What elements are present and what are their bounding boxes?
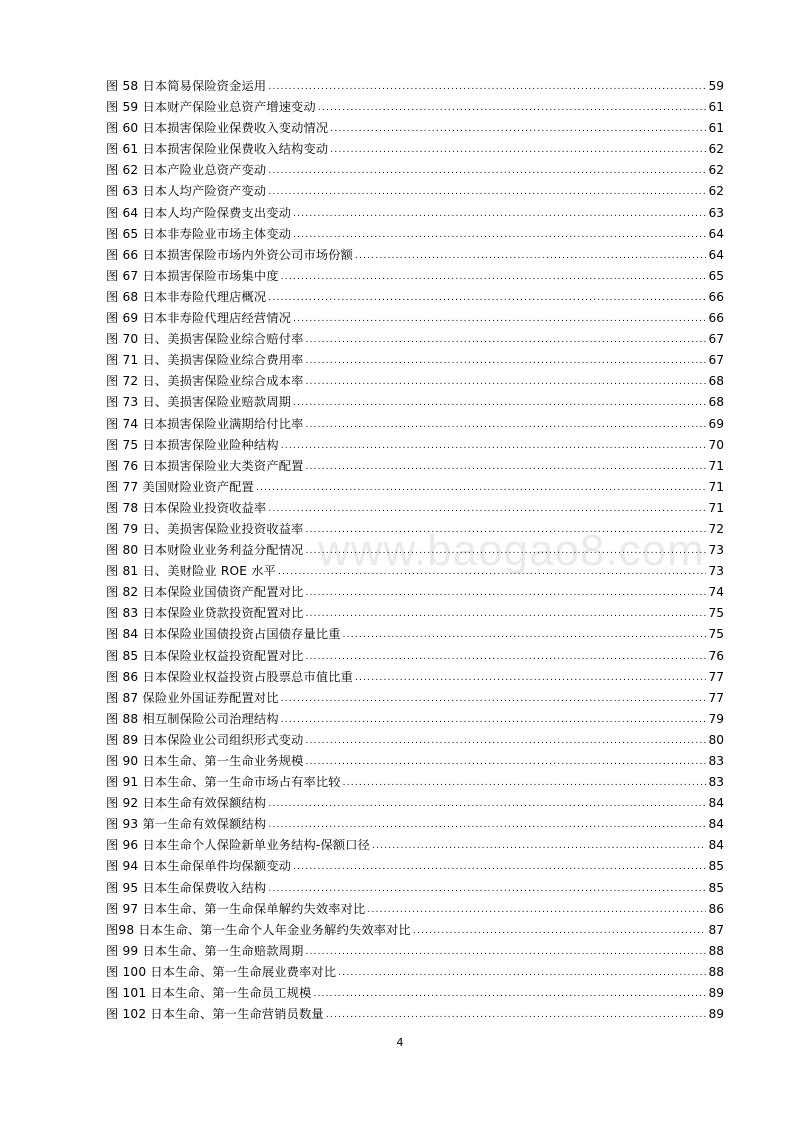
toc-entry[interactable] — [106, 899, 724, 920]
watermark: www.baogao8.com — [318, 526, 705, 575]
toc-entry-page-number: 61 — [708, 100, 724, 115]
toc-entry[interactable] — [106, 266, 724, 287]
toc-entry[interactable] — [106, 118, 724, 139]
toc-entry-page-number: 84 — [708, 796, 724, 811]
toc-entry-page-number: 63 — [708, 205, 724, 220]
toc-entry-title: 图 69 日本非寿险代理店经营情况 — [106, 311, 292, 326]
toc-entry-title: 图 65 日本非寿险业市场主体变动 — [106, 226, 292, 241]
toc-dot-leader — [305, 330, 706, 351]
toc-entry-title: 图 59 日本财产保险业总资产增速变动 — [106, 100, 316, 115]
toc-entry-title: 图 95 日本生命保费收入结构 — [106, 880, 267, 895]
toc-entry[interactable] — [106, 751, 724, 772]
toc-entry-page-number: 85 — [708, 859, 724, 874]
toc-entry-title: 图 67 日本损害保险市场集中度 — [106, 268, 279, 283]
toc-entry-page-number: 80 — [708, 732, 724, 747]
toc-entry-title: 图 73 日、美损害保险业赔款周期 — [106, 395, 292, 410]
toc-entry-title: 图 77 美国财险业资产配置 — [106, 479, 254, 494]
toc-dot-leader — [330, 119, 706, 140]
toc-dot-leader — [313, 984, 706, 1005]
toc-dot-leader — [343, 773, 706, 794]
toc-dot-leader — [305, 583, 706, 604]
toc-entry-title: 图 81 日、美财险业 ROE 水平 — [106, 564, 277, 579]
toc-entry-title: 图 70 日、美损害保险业综合赔付率 — [106, 332, 304, 347]
toc-entry-title: 图 86 日本保险业权益投资占股票总市值比重 — [106, 669, 354, 684]
toc-entry-page-number: 84 — [708, 817, 724, 832]
toc-dot-leader — [268, 499, 706, 520]
toc-dot-leader — [268, 77, 706, 98]
toc-dot-leader — [256, 478, 706, 499]
toc-entry-page-number: 79 — [708, 711, 724, 726]
toc-entry-page-number: 64 — [708, 226, 724, 241]
toc-entry-title: 图 90 日本生命、第一生命业务规模 — [106, 754, 304, 768]
toc-dot-leader — [318, 98, 706, 119]
toc-entry-title: 图 91 日本生命、第一生命市场占有率比较 — [106, 775, 341, 790]
toc-entry-page-number: 71 — [708, 479, 724, 494]
toc-dot-leader — [293, 309, 706, 330]
toc-entry[interactable] — [106, 203, 724, 224]
toc-dot-leader — [330, 140, 706, 161]
toc-entry-page-number: 85 — [708, 880, 724, 895]
toc-entry-title: 图 80 日本财险业业务利益分配情况 — [106, 543, 304, 558]
toc-dot-leader — [305, 541, 706, 562]
toc-dot-leader — [281, 689, 706, 710]
toc-entry[interactable] — [106, 856, 724, 877]
toc-entry-title: 图 74 日本损害保险业满期给付比率 — [106, 416, 304, 431]
toc-dot-leader — [281, 267, 706, 288]
toc-entry-page-number: 59 — [708, 79, 724, 93]
toc-entry[interactable] — [106, 181, 724, 202]
toc-dot-leader — [293, 393, 706, 414]
toc-entry[interactable] — [106, 308, 724, 329]
toc-entry-page-number: 86 — [708, 901, 724, 916]
toc-entry-page-number: 77 — [708, 669, 724, 684]
toc-dot-leader — [372, 836, 706, 857]
toc-entry-title: 图 100 日本生命、第一生命展业费率对比 — [106, 964, 337, 979]
toc-entry-page-number: 71 — [708, 500, 724, 515]
toc-entry[interactable] — [106, 477, 724, 498]
toc-entry[interactable] — [106, 962, 724, 983]
toc-entry-page-number: 74 — [708, 585, 724, 600]
toc-dot-leader — [281, 436, 706, 457]
toc-entry-page-number: 72 — [708, 521, 724, 536]
toc-dot-leader — [305, 372, 706, 393]
toc-entry-title: 图 101 日本生命、第一生命员工规模 — [106, 986, 312, 1001]
toc-entry[interactable] — [106, 772, 724, 793]
toc-dot-leader — [413, 921, 706, 942]
toc-entry-title: 图 87 保险业外国证券配置对比 — [106, 690, 279, 705]
toc-entry-title: 图 68 日本非寿险代理店概况 — [106, 289, 267, 304]
toc-entry[interactable] — [106, 350, 724, 371]
toc-entry[interactable] — [106, 139, 724, 160]
toc-entry[interactable] — [106, 561, 724, 582]
toc-entry-page-number: 68 — [708, 374, 724, 389]
toc-dot-leader — [293, 225, 706, 246]
toc-entry[interactable] — [106, 814, 724, 835]
toc-entry[interactable] — [106, 97, 724, 118]
toc-entry-page-number: 67 — [708, 332, 724, 347]
toc-entry-page-number: 75 — [708, 627, 724, 642]
toc-entry-page-number: 75 — [708, 606, 724, 621]
toc-entry-title: 图 82 日本保险业国债资产配置对比 — [106, 585, 304, 600]
toc-dot-leader — [338, 963, 706, 984]
toc-dot-leader — [343, 625, 706, 646]
toc-entry-title: 图 75 日本损害保险业险种结构 — [106, 437, 279, 452]
toc-entry-title: 图 94 日本生命保单件均保额变动 — [106, 859, 292, 874]
toc-entry[interactable] — [106, 730, 724, 751]
toc-entry-title: 图 61 日本损害保险业保费收入结构变动 — [106, 142, 329, 157]
toc-entry-title: 图 62 日本产险业总资产变动 — [106, 163, 267, 178]
toc-entry-title: 图 89 日本保险业公司组织形式变动 — [106, 732, 304, 747]
toc-entry[interactable] — [106, 582, 724, 603]
toc-entry[interactable] — [106, 624, 724, 645]
toc-entry[interactable] — [106, 688, 724, 709]
toc-entry[interactable] — [106, 983, 724, 1004]
toc-entry-title: 图 84 日本保险业国债投资占国债存量比重 — [106, 627, 341, 642]
toc-entry[interactable] — [106, 287, 724, 308]
toc-dot-leader — [305, 731, 706, 752]
toc-entry[interactable] — [106, 941, 724, 962]
toc-entry[interactable] — [106, 160, 724, 181]
toc-entry-page-number: 77 — [708, 690, 724, 705]
toc-dot-leader — [305, 351, 706, 372]
toc-entry-page-number: 89 — [708, 1007, 724, 1022]
toc-entry[interactable] — [106, 540, 724, 561]
toc-entry[interactable] — [106, 793, 724, 814]
toc-dot-leader — [293, 857, 706, 878]
toc-entry[interactable] — [106, 709, 724, 730]
toc-entry[interactable] — [106, 519, 724, 540]
toc-dot-leader — [268, 794, 706, 815]
toc-entry[interactable] — [106, 456, 724, 477]
toc-entry-title: 图 83 日本保险业贷款投资配置对比 — [106, 606, 304, 621]
toc-entry-page-number: 89 — [708, 986, 724, 1001]
toc-entry-page-number: 87 — [708, 922, 724, 937]
toc-dot-leader — [355, 668, 706, 689]
toc-entry-page-number: 83 — [708, 775, 724, 790]
toc-dot-leader — [305, 604, 706, 625]
toc-entry[interactable] — [106, 392, 724, 413]
toc-entry-page-number: 66 — [708, 289, 724, 304]
toc-entry-page-number: 73 — [708, 564, 724, 579]
toc-entry-page-number: 64 — [708, 247, 724, 262]
toc-entry[interactable] — [106, 414, 724, 435]
toc-dot-leader — [268, 288, 706, 309]
toc-entry-title: 图 58 日本简易保险资金运用 — [106, 79, 267, 93]
toc-dot-leader — [268, 879, 706, 900]
toc-entry[interactable] — [106, 371, 724, 392]
toc-entry[interactable] — [106, 435, 724, 456]
toc-entry[interactable] — [106, 224, 724, 245]
toc-entry[interactable] — [106, 920, 724, 941]
toc-entry-page-number: 66 — [708, 311, 724, 326]
toc-entry-title: 图 102 日本生命、第一生命营销员数量 — [106, 1007, 324, 1022]
toc-entry[interactable] — [106, 667, 724, 688]
toc-entry-page-number: 69 — [708, 416, 724, 431]
page-number: 4 — [396, 1036, 404, 1049]
toc-entry-title: 图 99 日本生命、第一生命赔款周期 — [106, 943, 304, 958]
toc-dot-leader — [293, 204, 706, 225]
toc-entry-title: 图 97 日本生命、第一生命保单解约失效率对比 — [106, 901, 366, 916]
toc-entry[interactable] — [106, 835, 724, 856]
toc-dot-leader — [281, 710, 706, 731]
toc-entry-page-number: 61 — [708, 121, 724, 136]
toc-entry[interactable] — [106, 329, 724, 350]
figure-index-list — [106, 76, 724, 1025]
toc-entry-page-number: 84 — [708, 838, 724, 853]
toc-dot-leader — [305, 647, 706, 668]
toc-entry-title: 图 96 日本生命个人保险新单业务结构-保额口径 — [106, 838, 371, 853]
toc-entry-page-number: 62 — [708, 142, 724, 157]
toc-dot-leader — [268, 182, 706, 203]
toc-entry-page-number: 70 — [708, 437, 724, 452]
toc-entry-page-number: 88 — [708, 943, 724, 958]
toc-entry[interactable] — [106, 603, 724, 624]
toc-dot-leader — [305, 415, 706, 436]
toc-entry-page-number: 62 — [708, 163, 724, 178]
toc-entry-title: 图 88 相互制保险公司治理结构 — [106, 711, 279, 726]
toc-entry-page-number: 67 — [708, 353, 724, 368]
toc-dot-leader — [278, 562, 706, 583]
toc-dot-leader — [367, 900, 706, 921]
toc-dot-leader — [268, 161, 706, 182]
toc-entry-title: 图 85 日本保险业权益投资配置对比 — [106, 648, 304, 663]
toc-dot-leader — [305, 752, 706, 773]
toc-entry[interactable] — [106, 498, 724, 519]
toc-entry-title: 图 78 日本保险业投资收益率 — [106, 500, 267, 515]
toc-entry-title: 图 93 第一生命有效保额结构 — [106, 817, 267, 832]
toc-entry-title: 图 63 日本人均产险资产变动 — [106, 184, 267, 199]
toc-entry-title: 图 79 日、美损害保险业投资收益率 — [106, 521, 304, 536]
toc-dot-leader — [355, 246, 706, 267]
toc-entry-title: 图 92 日本生命有效保额结构 — [106, 796, 267, 811]
toc-entry-title: 图 71 日、美损害保险业综合费用率 — [106, 353, 304, 368]
toc-entry-page-number: 88 — [708, 964, 724, 979]
toc-entry-title: 图 60 日本损害保险业保费收入变动情况 — [106, 121, 329, 136]
toc-dot-leader — [305, 520, 706, 541]
toc-entry-page-number: 71 — [708, 458, 724, 473]
toc-dot-leader — [305, 457, 706, 478]
toc-dot-leader — [326, 1005, 706, 1026]
toc-entry-title: 图 64 日本人均产险保费支出变动 — [106, 205, 292, 220]
toc-entry-title: 图 76 日本损害保险业大类资产配置 — [106, 458, 304, 473]
toc-entry[interactable] — [106, 878, 724, 899]
toc-entry-title: 图 66 日本损害保险市场内外资公司市场份额 — [106, 247, 354, 262]
toc-entry-title: 图 72 日、美损害保险业综合成本率 — [106, 374, 304, 389]
toc-entry-page-number: 62 — [708, 184, 724, 199]
toc-entry-page-number: 76 — [708, 648, 724, 663]
toc-entry[interactable] — [106, 76, 724, 97]
toc-entry-page-number: 68 — [708, 395, 724, 410]
toc-entry-page-number: 73 — [708, 543, 724, 558]
toc-entry[interactable] — [106, 646, 724, 667]
toc-entry-page-number: 83 — [708, 754, 724, 768]
toc-dot-leader — [305, 942, 706, 963]
toc-entry-page-number: 65 — [708, 268, 724, 283]
toc-entry-title: 图98 日本生命、第一生命个人年金业务解约失效率对比 — [106, 922, 411, 937]
toc-dot-leader — [268, 815, 706, 836]
toc-entry[interactable] — [106, 1004, 724, 1025]
toc-entry[interactable] — [106, 245, 724, 266]
